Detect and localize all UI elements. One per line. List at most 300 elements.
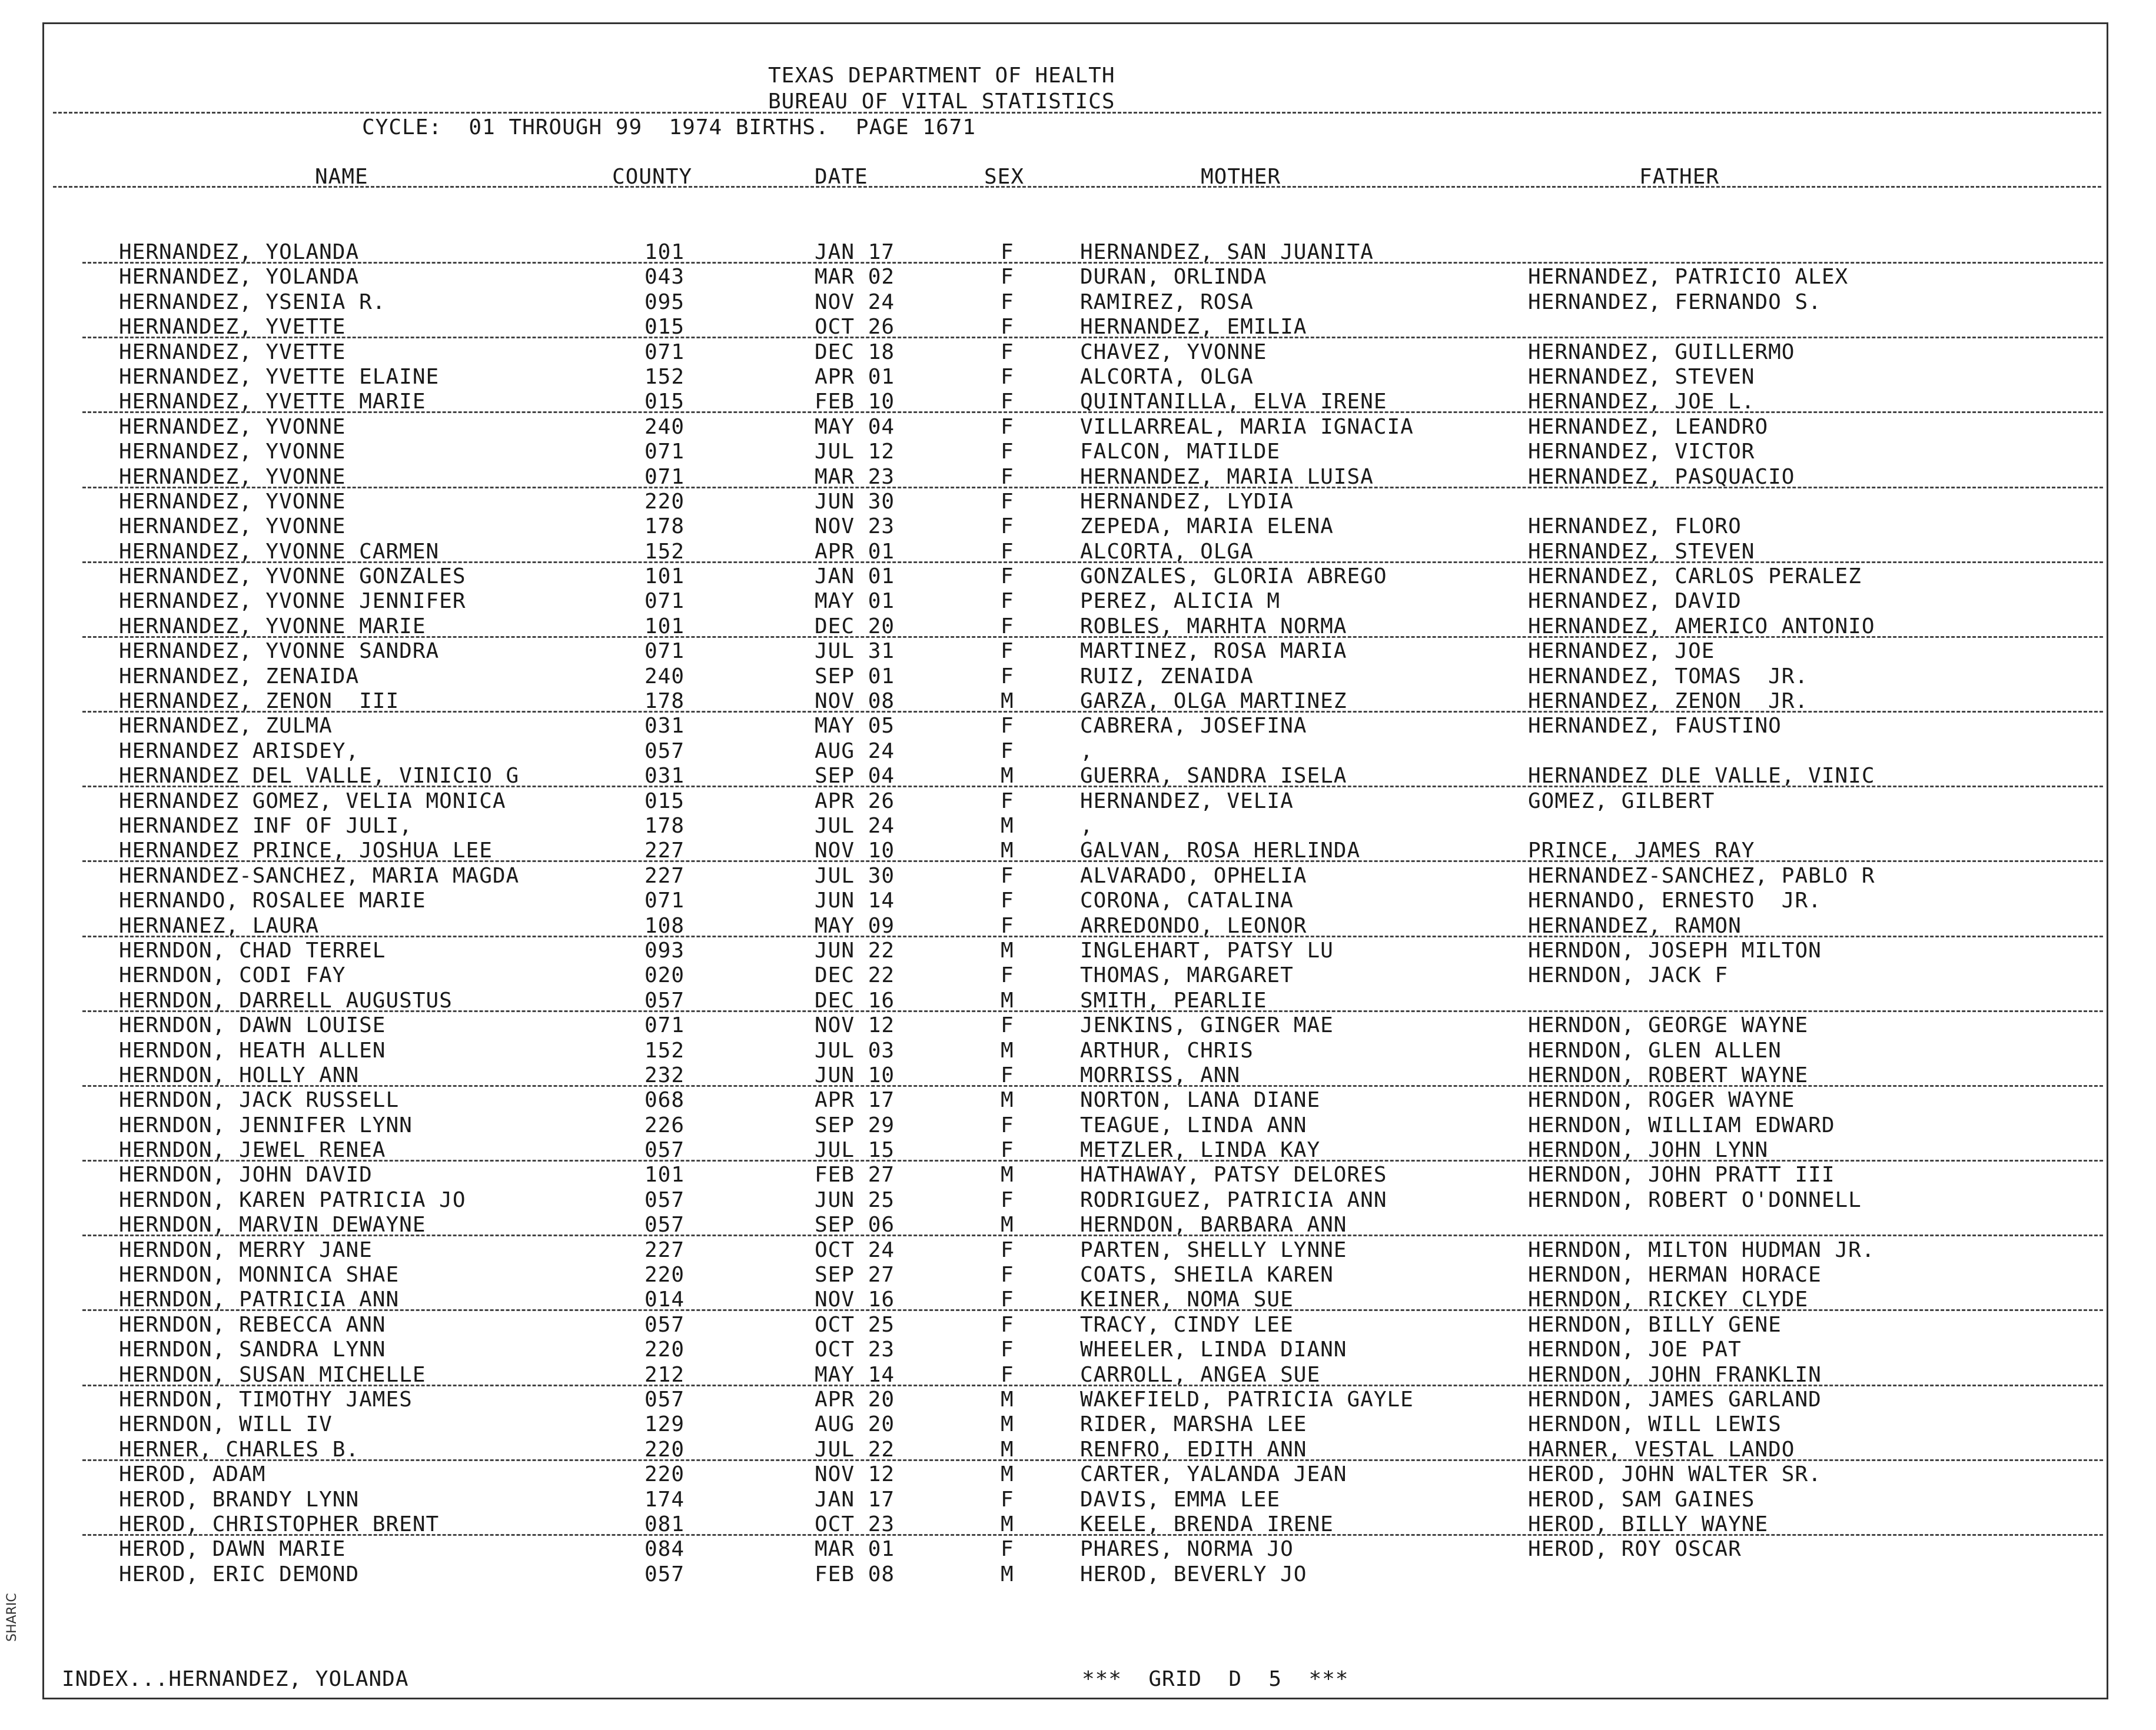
cell-date: OCT 23 — [815, 1512, 895, 1536]
cell-father: HERNDON, RICKEY CLYDE — [1528, 1287, 1809, 1312]
table-row — [0, 664, 2156, 689]
cell-father: HERNDON, JOHN LYNN — [1528, 1138, 1769, 1163]
cell-date: NOV 16 — [815, 1287, 895, 1312]
cell-county: 057 — [645, 1312, 685, 1337]
cell-sex: F — [1001, 1312, 1014, 1337]
cell-sex: M — [1001, 1387, 1014, 1412]
cell-sex: M — [1001, 938, 1014, 963]
cell-name: HERNANDEZ, YVETTE — [119, 315, 346, 340]
table-row — [0, 1238, 2156, 1263]
cell-father: HERNDON, MILTON HUDMAN JR. — [1528, 1237, 1875, 1262]
cell-county: 071 — [645, 440, 685, 464]
cell-date: MAY 01 — [815, 589, 895, 614]
cell-date: JUL 12 — [815, 440, 895, 464]
table-row — [0, 1088, 2156, 1113]
cell-sex: F — [1001, 1063, 1014, 1087]
cell-name: HERNDON, JEWEL RENEA — [119, 1138, 386, 1163]
cell-date: JUL 31 — [815, 639, 895, 664]
cell-county: 240 — [645, 414, 685, 439]
table-row — [0, 739, 2156, 764]
table-row — [0, 290, 2156, 315]
cell-sex: M — [1001, 764, 1014, 789]
cell-father: HERNANDEZ, JOE — [1528, 639, 1715, 664]
cell-date: NOV 12 — [815, 1013, 895, 1038]
cell-date: JUN 10 — [815, 1063, 895, 1087]
cell-mother: ALCORTA, OLGA — [1080, 364, 1254, 389]
cell-name: HERNANDEZ, YVETTE — [119, 340, 346, 364]
table-row — [0, 1512, 2156, 1537]
cell-mother: RUIZ, ZENAIDA — [1080, 664, 1254, 688]
cell-name: HERNANDEZ, YVONNE MARIE — [119, 614, 426, 638]
cell-county: 226 — [645, 1113, 685, 1137]
cell-father: HERNANDEZ, JOE L. — [1528, 390, 1755, 414]
cell-date: NOV 10 — [815, 839, 895, 863]
cell-sex: F — [1001, 1138, 1014, 1163]
cell-county: 081 — [645, 1512, 685, 1536]
cell-sex: M — [1001, 1437, 1014, 1462]
cell-father: HERNANDEZ, STEVEN — [1528, 539, 1755, 564]
cell-name: HERNDON, REBECCA ANN — [119, 1312, 386, 1337]
cell-name: HERNDON, MARVIN DEWAYNE — [119, 1213, 426, 1237]
cell-county: 240 — [645, 664, 685, 688]
cell-name: HERNANDEZ, YVETTE ELAINE — [119, 364, 440, 389]
cell-date: FEB 08 — [815, 1562, 895, 1586]
cell-father: PRINCE, JAMES RAY — [1528, 839, 1755, 863]
cell-date: JAN 17 — [815, 240, 895, 264]
column-header-rule — [53, 186, 2101, 188]
table-row — [0, 789, 2156, 814]
cell-sex: F — [1001, 440, 1014, 464]
table-row — [0, 365, 2156, 390]
cell-sex: F — [1001, 390, 1014, 414]
cell-mother: HERNDON, BARBARA ANN — [1080, 1213, 1347, 1237]
cell-county: 071 — [645, 1013, 685, 1038]
side-stamp: SHARIC — [5, 1593, 19, 1642]
cell-county: 220 — [645, 1437, 685, 1462]
cell-sex: F — [1001, 889, 1014, 913]
cell-mother: ARTHUR, CHRIS — [1080, 1038, 1254, 1063]
cell-mother: PEREZ, ALICIA M — [1080, 589, 1281, 614]
table-row — [0, 1213, 2156, 1237]
header-agency: TEXAS DEPARTMENT OF HEALTH — [768, 64, 1115, 88]
cell-sex: F — [1001, 639, 1014, 664]
cell-name: HERNDON, CODI FAY — [119, 963, 346, 988]
cell-sex: M — [1001, 1512, 1014, 1536]
cell-county: 068 — [645, 1088, 685, 1113]
cell-date: JUN 22 — [815, 938, 895, 963]
table-row — [0, 614, 2156, 639]
cell-county: 101 — [645, 1163, 685, 1187]
table-row — [0, 1537, 2156, 1562]
table-row — [0, 1438, 2156, 1462]
table-row — [0, 315, 2156, 340]
cell-name: HERNANEZ, LAURA — [119, 913, 320, 938]
cell-county: 071 — [645, 340, 685, 364]
cell-sex: F — [1001, 1113, 1014, 1137]
table-row — [0, 1388, 2156, 1412]
cell-county: 174 — [645, 1487, 685, 1512]
cell-date: JUL 24 — [815, 813, 895, 838]
cell-mother: HEROD, BEVERLY JO — [1080, 1562, 1307, 1586]
cell-mother: JENKINS, GINGER MAE — [1080, 1013, 1334, 1038]
cell-name: HERNANDEZ, ZULMA — [119, 714, 333, 738]
cell-father: HERNDON, JAMES GARLAND — [1528, 1387, 1822, 1412]
cell-sex: M — [1001, 813, 1014, 838]
cell-father: HEROD, JOHN WALTER SR. — [1528, 1462, 1822, 1487]
cell-name: HERNDON, MONNICA SHAE — [119, 1263, 400, 1287]
table-row — [0, 1287, 2156, 1312]
cell-name: HERNANDEZ, YVONNE — [119, 440, 346, 464]
cell-date: SEP 04 — [815, 764, 895, 789]
cell-mother: HERNANDEZ, SAN JUANITA — [1080, 240, 1374, 264]
cell-mother: QUINTANILLA, ELVA IRENE — [1080, 390, 1387, 414]
cell-county: 101 — [645, 240, 685, 264]
cell-sex: F — [1001, 489, 1014, 514]
cell-sex: M — [1001, 1038, 1014, 1063]
cell-father: HERNDON, ROBERT O'DONNELL — [1528, 1187, 1862, 1212]
cell-name: HERNDON, DARRELL AUGUSTUS — [119, 988, 453, 1013]
cell-mother: TRACY, CINDY LEE — [1080, 1312, 1294, 1337]
cell-mother: PHARES, NORMA JO — [1080, 1537, 1294, 1562]
cell-mother: GALVAN, ROSA HERLINDA — [1080, 839, 1361, 863]
cell-name: HERNANDEZ, YVONNE — [119, 514, 346, 539]
cell-father: HERNDON, WILL LEWIS — [1528, 1412, 1782, 1437]
cell-mother: HERNANDEZ, MARIA LUISA — [1080, 464, 1374, 489]
cell-date: NOV 23 — [815, 514, 895, 539]
cell-name: HERNANDEZ, YVETTE MARIE — [119, 390, 426, 414]
cell-date: MAY 04 — [815, 414, 895, 439]
cell-father: HERNANDEZ, TOMAS JR. — [1528, 664, 1809, 688]
cell-sex: M — [1001, 1562, 1014, 1586]
cell-county: 227 — [645, 863, 685, 888]
table-row — [0, 814, 2156, 839]
cell-date: APR 01 — [815, 539, 895, 564]
cell-mother: HERNANDEZ, LYDIA — [1080, 489, 1294, 514]
table-row — [0, 265, 2156, 290]
cell-date: MAR 01 — [815, 1537, 895, 1562]
cell-mother: PARTEN, SHELLY LYNNE — [1080, 1237, 1347, 1262]
cell-mother: RENFRO, EDITH ANN — [1080, 1437, 1307, 1462]
table-row — [0, 514, 2156, 539]
cell-father: HERNDON, JACK F — [1528, 963, 1729, 988]
cell-mother: FALCON, MATILDE — [1080, 440, 1281, 464]
cell-county: 071 — [645, 639, 685, 664]
cell-date: APR 26 — [815, 789, 895, 813]
cell-name: HEROD, CHRISTOPHER BRENT — [119, 1512, 440, 1536]
cell-county: 212 — [645, 1362, 685, 1387]
cell-mother: HERNANDEZ, EMILIA — [1080, 315, 1307, 340]
cell-sex: F — [1001, 464, 1014, 489]
cell-county: 015 — [645, 315, 685, 340]
cell-name: HERNANDEZ, YVONNE SANDRA — [119, 639, 440, 664]
table-row — [0, 639, 2156, 664]
cell-mother: ROBLES, MARHTA NORMA — [1080, 614, 1347, 638]
cell-mother: CORONA, CATALINA — [1080, 889, 1294, 913]
cell-mother: HATHAWAY, PATSY DELORES — [1080, 1163, 1387, 1187]
cell-mother: KEINER, NOMA SUE — [1080, 1287, 1294, 1312]
cell-date: SEP 27 — [815, 1263, 895, 1287]
cell-father: HERNDON, BILLY GENE — [1528, 1312, 1782, 1337]
cell-father: HEROD, SAM GAINES — [1528, 1487, 1755, 1512]
cell-father: HERNANDO, ERNESTO JR. — [1528, 889, 1822, 913]
cell-date: FEB 10 — [815, 390, 895, 414]
cell-sex: M — [1001, 1163, 1014, 1187]
cell-county: 015 — [645, 390, 685, 414]
table-row — [0, 963, 2156, 988]
table-row — [0, 914, 2156, 939]
cell-father: HERNANDEZ, DAVID — [1528, 589, 1742, 614]
cell-mother: GARZA, OLGA MARTINEZ — [1080, 689, 1347, 714]
cell-county: 152 — [645, 539, 685, 564]
cell-name: HERNANDEZ-SANCHEZ, MARIA MAGDA — [119, 863, 520, 888]
cell-mother: WAKEFIELD, PATRICIA GAYLE — [1080, 1387, 1414, 1412]
cell-county: 057 — [645, 1187, 685, 1212]
table-row — [0, 864, 2156, 889]
cell-mother: SMITH, PEARLIE — [1080, 988, 1267, 1013]
cell-sex: M — [1001, 1213, 1014, 1237]
cell-name: HERNDON, KAREN PATRICIA JO — [119, 1187, 466, 1212]
cell-sex: F — [1001, 789, 1014, 813]
cell-father: HERNANDEZ, PATRICIO ALEX — [1528, 265, 1849, 290]
cell-county: 232 — [645, 1063, 685, 1087]
cell-father: HERNDON, GLEN ALLEN — [1528, 1038, 1782, 1063]
cell-sex: F — [1001, 1187, 1014, 1212]
cell-county: 057 — [645, 1213, 685, 1237]
cell-date: AUG 20 — [815, 1412, 895, 1437]
cell-county: 057 — [645, 1387, 685, 1412]
cell-name: HERNANDEZ GOMEZ, VELIA MONICA — [119, 789, 506, 813]
cell-name: HERNANDEZ, YVONNE — [119, 414, 346, 439]
cell-sex: F — [1001, 664, 1014, 688]
table-row — [0, 564, 2156, 589]
cell-county: 043 — [645, 265, 685, 290]
cell-county: 071 — [645, 889, 685, 913]
table-row — [0, 1138, 2156, 1163]
cell-date: AUG 24 — [815, 738, 895, 763]
table-row — [0, 1412, 2156, 1437]
cell-father: HEROD, ROY OSCAR — [1528, 1537, 1742, 1562]
table-row — [0, 1013, 2156, 1038]
table-row — [0, 989, 2156, 1013]
cell-father: HERNANDEZ, STEVEN — [1528, 364, 1755, 389]
table-row — [0, 839, 2156, 863]
cell-date: OCT 23 — [815, 1338, 895, 1362]
cell-county: 015 — [645, 789, 685, 813]
cell-father: HERNDON, JOE PAT — [1528, 1338, 1742, 1362]
cell-father: HERNANDEZ, FAUSTINO — [1528, 714, 1782, 738]
cell-county: 152 — [645, 1038, 685, 1063]
column-header-date: DATE — [815, 165, 868, 189]
cell-mother: INGLEHART, PATSY LU — [1080, 938, 1334, 963]
cell-county: 220 — [645, 489, 685, 514]
cell-name: HERNANDEZ, ZENON III — [119, 689, 400, 714]
cell-name: HERNDON, MERRY JANE — [119, 1237, 373, 1262]
cell-county: 220 — [645, 1338, 685, 1362]
cell-sex: F — [1001, 564, 1014, 589]
cell-father: HERNANDEZ, PASQUACIO — [1528, 464, 1795, 489]
cell-mother: METZLER, LINDA KAY — [1080, 1138, 1321, 1163]
cell-sex: F — [1001, 1487, 1014, 1512]
cell-sex: F — [1001, 514, 1014, 539]
cell-sex: M — [1001, 1412, 1014, 1437]
cell-county: 014 — [645, 1287, 685, 1312]
cell-mother: MARTINEZ, ROSA MARIA — [1080, 639, 1347, 664]
cell-name: HEROD, BRANDY LYNN — [119, 1487, 360, 1512]
cell-name: HERNANDEZ, YVONNE JENNIFER — [119, 589, 466, 614]
cell-sex: F — [1001, 589, 1014, 614]
column-header-sex: SEX — [984, 165, 1025, 189]
cell-date: DEC 16 — [815, 988, 895, 1013]
cell-name: HERNDON, JOHN DAVID — [119, 1163, 373, 1187]
cell-date: OCT 25 — [815, 1312, 895, 1337]
cell-name: HERNANDO, ROSALEE MARIE — [119, 889, 426, 913]
cell-date: NOV 24 — [815, 290, 895, 314]
cell-mother: DAVIS, EMMA LEE — [1080, 1487, 1281, 1512]
cell-father: GOMEZ, GILBERT — [1528, 789, 1715, 813]
cell-county: 101 — [645, 614, 685, 638]
cell-county: 178 — [645, 689, 685, 714]
cell-date: DEC 22 — [815, 963, 895, 988]
cell-date: FEB 27 — [815, 1163, 895, 1187]
footer-index: INDEX...HERNANDEZ, YOLANDA — [62, 1667, 409, 1691]
cell-father: HERNANDEZ, AMERICO ANTONIO — [1528, 614, 1875, 638]
cell-father: HERNDON, JOSEPH MILTON — [1528, 938, 1822, 963]
cell-sex: M — [1001, 988, 1014, 1013]
cell-county: 152 — [645, 364, 685, 389]
cell-date: JUN 25 — [815, 1187, 895, 1212]
cell-sex: F — [1001, 1263, 1014, 1287]
cell-name: HERNER, CHARLES B. — [119, 1437, 360, 1462]
cell-mother: GUERRA, SANDRA ISELA — [1080, 764, 1347, 789]
table-row — [0, 1562, 2156, 1587]
cell-mother: MORRISS, ANN — [1080, 1063, 1241, 1087]
cell-sex: F — [1001, 913, 1014, 938]
cell-sex: F — [1001, 863, 1014, 888]
cell-mother: CABRERA, JOSEFINA — [1080, 714, 1307, 738]
cell-sex: F — [1001, 1237, 1014, 1262]
cell-sex: F — [1001, 963, 1014, 988]
cell-father: HERNANDEZ, RAMON — [1528, 913, 1742, 938]
cell-father: HERNDON, JOHN FRANKLIN — [1528, 1362, 1822, 1387]
cell-county: 057 — [645, 1562, 685, 1586]
cell-sex: F — [1001, 738, 1014, 763]
cell-sex: F — [1001, 714, 1014, 738]
cell-name: HERNANDEZ, YOLANDA — [119, 240, 360, 264]
header-cycle: CYCLE: 01 THROUGH 99 1974 BIRTHS. PAGE 1671 — [362, 115, 976, 139]
cell-county: 084 — [645, 1537, 685, 1562]
cell-county: 178 — [645, 514, 685, 539]
cell-mother: , — [1080, 738, 1094, 763]
cell-father: HERNANDEZ-SANCHEZ, PABLO R — [1528, 863, 1875, 888]
cell-father: HERNANDEZ, VICTOR — [1528, 440, 1755, 464]
cell-sex: M — [1001, 839, 1014, 863]
cell-county: 108 — [645, 913, 685, 938]
cell-name: HEROD, ADAM — [119, 1462, 266, 1487]
table-row — [0, 1063, 2156, 1088]
cell-name: HEROD, ERIC DEMOND — [119, 1562, 360, 1586]
table-row — [0, 415, 2156, 440]
table-row — [0, 939, 2156, 963]
cell-name: HERNANDEZ, YVONNE — [119, 489, 346, 514]
cell-county: 071 — [645, 464, 685, 489]
cell-name: HERNDON, HEATH ALLEN — [119, 1038, 386, 1063]
cell-county: 031 — [645, 714, 685, 738]
cell-name: HERNDON, SUSAN MICHELLE — [119, 1362, 426, 1387]
cell-father: HERNANDEZ, ZENON JR. — [1528, 689, 1809, 714]
table-row — [0, 589, 2156, 614]
cell-date: SEP 29 — [815, 1113, 895, 1137]
cell-date: DEC 20 — [815, 614, 895, 638]
cell-father: HERNDON, WILLIAM EDWARD — [1528, 1113, 1835, 1137]
table-row — [0, 240, 2156, 265]
cell-county: 129 — [645, 1412, 685, 1437]
cell-sex: M — [1001, 1088, 1014, 1113]
table-row — [0, 714, 2156, 738]
cell-mother: RIDER, MARSHA LEE — [1080, 1412, 1307, 1437]
cell-mother: HERNANDEZ, VELIA — [1080, 789, 1294, 813]
header-rule — [53, 112, 2101, 114]
cell-date: MAY 14 — [815, 1362, 895, 1387]
cell-sex: F — [1001, 614, 1014, 638]
cell-name: HEROD, DAWN MARIE — [119, 1537, 346, 1562]
cell-name: HERNANDEZ INF OF JULI, — [119, 813, 413, 838]
table-row — [0, 1113, 2156, 1138]
cell-county: 220 — [645, 1263, 685, 1287]
cell-date: DEC 18 — [815, 340, 895, 364]
cell-date: JAN 17 — [815, 1487, 895, 1512]
cell-sex: F — [1001, 1537, 1014, 1562]
cell-sex: M — [1001, 1462, 1014, 1487]
cell-sex: F — [1001, 1338, 1014, 1362]
column-header-father: FATHER — [1639, 165, 1720, 189]
table-row — [0, 689, 2156, 714]
cell-mother: KEELE, BRENDA IRENE — [1080, 1512, 1334, 1536]
table-row — [0, 764, 2156, 789]
cell-mother: ALCORTA, OLGA — [1080, 539, 1254, 564]
table-row — [0, 1188, 2156, 1213]
cell-father: HERNDON, ROBERT WAYNE — [1528, 1063, 1809, 1087]
cell-date: JUL 22 — [815, 1437, 895, 1462]
cell-date: MAR 23 — [815, 464, 895, 489]
table-row — [0, 1313, 2156, 1338]
table-row — [0, 1263, 2156, 1287]
cell-name: HERNANDEZ, ZENAIDA — [119, 664, 360, 688]
cell-father: HERNDON, GEORGE WAYNE — [1528, 1013, 1809, 1038]
table-row — [0, 1163, 2156, 1187]
cell-father: HERNANDEZ, FLORO — [1528, 514, 1742, 539]
cell-county: 057 — [645, 988, 685, 1013]
cell-mother: ARREDONDO, LEONOR — [1080, 913, 1307, 938]
table-row — [0, 889, 2156, 913]
table-row — [0, 465, 2156, 490]
table-row — [0, 340, 2156, 365]
cell-mother: COATS, SHEILA KAREN — [1080, 1263, 1334, 1287]
cell-county: 095 — [645, 290, 685, 314]
cell-sex: F — [1001, 1287, 1014, 1312]
cell-father: HERNANDEZ, LEANDRO — [1528, 414, 1769, 439]
cell-date: APR 20 — [815, 1387, 895, 1412]
cell-name: HERNANDEZ ARISDEY, — [119, 738, 360, 763]
cell-mother: CARROLL, ANGEA SUE — [1080, 1362, 1321, 1387]
cell-mother: CHAVEZ, YVONNE — [1080, 340, 1267, 364]
cell-name: HERNANDEZ, YVONNE — [119, 464, 346, 489]
cell-sex: F — [1001, 290, 1014, 314]
table-row — [0, 1363, 2156, 1388]
cell-name: HERNDON, DAWN LOUISE — [119, 1013, 386, 1038]
cell-mother: THOMAS, MARGARET — [1080, 963, 1294, 988]
cell-sex: F — [1001, 340, 1014, 364]
column-header-name: NAME — [315, 165, 368, 189]
